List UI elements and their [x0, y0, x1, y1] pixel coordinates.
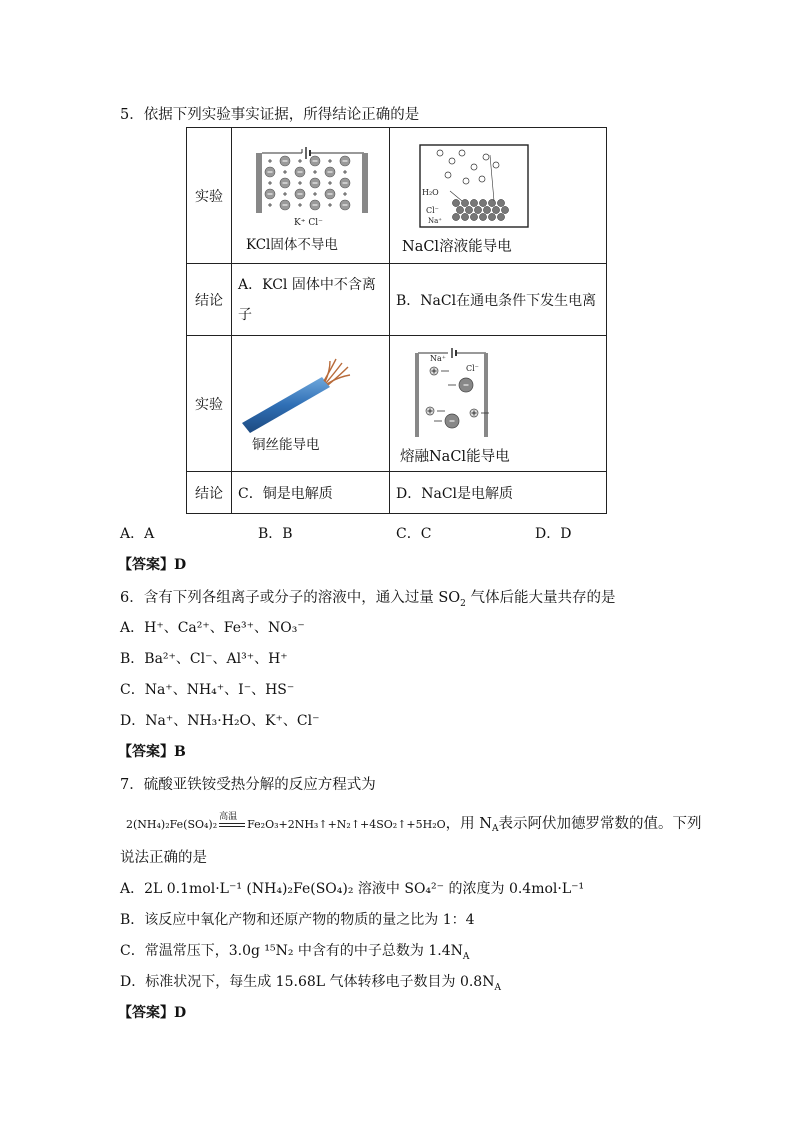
exp-c-caption: 铜丝能导电 [252, 436, 320, 453]
q5-answer: 【答案】D [118, 557, 187, 573]
conc-a-cell [232, 264, 390, 336]
q6-option-c: C．Na⁺、NH₄⁺、I⁻、HS⁻ [120, 682, 295, 698]
q7-stem: 7．硫酸亚铁铵受热分解的反应方程式为 [120, 777, 376, 793]
conc-d-cell [390, 472, 607, 514]
eq-left: 2(NH₄)₂Fe(SO₄)₂ [126, 818, 218, 831]
exp-a-caption: KCl固体不导电 [246, 236, 338, 253]
conc-a-line1: A．KCl 固体中不含离 [238, 276, 376, 293]
kcl-solid-diagram [232, 131, 389, 231]
q6-option-b: B．Ba²⁺、Cl⁻、Al³⁺、H⁺ [120, 651, 288, 667]
exp-b-caption: NaCl溶液能导电 [402, 238, 512, 255]
eq-right: Fe₂O₃+2NH₃↑+N₂↑+4SO₂↑+5H₂O [247, 818, 446, 831]
conc-b: B．NaCl在通电条件下发生电离 [396, 292, 597, 309]
q6-stem: 6．含有下列各组离子或分子的溶液中，通入过量 $SO_2$ 气体后能大量共存的是 [120, 590, 616, 609]
exp-c-cell [232, 336, 390, 472]
q7-answer: 【答案】D [118, 1005, 187, 1021]
row4-label: 结论 [187, 472, 232, 514]
q7-option-c: C．常温常压下，3.0g ¹⁵N₂ 中含有的中子总数为 $1.4N_A$ [120, 943, 470, 962]
q5-option-b: B．B [258, 526, 293, 542]
q5-table [186, 127, 607, 514]
q5-option-a: A．A [120, 526, 155, 542]
molten-na-label: Na⁺ [430, 353, 446, 363]
eq-condition: 高温 [217, 818, 247, 831]
exp-b-cell [390, 128, 607, 264]
exp-a-cell [232, 128, 390, 264]
conc-c: C．铜是电解质 [238, 485, 333, 502]
q7-option-a: A．2L 0.1mol·L⁻¹ (NH₄)₂Fe(SO₄)₂ 溶液中 SO₄²⁻ 的浓度为 0.4mol·L⁻¹ [120, 881, 585, 897]
label-cl: Cl⁻ [426, 205, 439, 215]
q5-option-d: D．D [535, 526, 572, 542]
kcl-ion-labels: K⁺ Cl⁻ [294, 217, 323, 228]
conc-c-cell [232, 472, 390, 514]
row2-label: 结论 [187, 264, 232, 336]
conc-b-cell [390, 264, 607, 336]
q5-option-c: C．C [396, 526, 432, 542]
q6-option-d: D．Na⁺、NH₃·H₂O、K⁺、Cl⁻ [120, 713, 320, 729]
q7-stem-line3: 说法正确的是 [120, 850, 207, 866]
label-h2o: H₂O [422, 187, 439, 197]
q7-option-b: B．该反应中氧化产物和还原产物的物质的量之比为 1：4 [120, 912, 475, 928]
nacl-solution-diagram [390, 131, 606, 231]
exp-d-caption: 熔融NaCl能导电 [400, 448, 510, 465]
row1-label: 实验 [187, 128, 232, 264]
molten-nacl-diagram [390, 341, 606, 451]
conc-d: D．NaCl是电解质 [396, 485, 514, 502]
q6-option-a: A．H⁺、Ca²⁺、Fe³⁺、NO₃⁻ [120, 620, 305, 636]
q6-answer: 【答案】B [118, 744, 186, 760]
q7-equation: 2(NH₄)₂Fe(SO₄)₂ 高温 Fe₂O₃+2NH₃↑+N₂↑+4SO₂↑+5H₂O，用 $N_A$表示阿伏加德罗常数的值。下列 [126, 812, 702, 835]
exp-d-cell [390, 336, 607, 472]
conc-a-line2: 子 [238, 306, 252, 323]
molten-cl-label: Cl⁻ [466, 363, 479, 373]
q7-option-d: D．标准状况下，每生成 15.68L 气体转移电子数目为 $0.8N_A$ [120, 974, 501, 993]
copper-wire-icon [232, 337, 389, 437]
row3-label: 实验 [187, 336, 232, 472]
q5-stem: 5．依据下列实验事实证据，所得结论正确的是 [120, 107, 420, 123]
label-na: Na⁺ [428, 216, 442, 225]
